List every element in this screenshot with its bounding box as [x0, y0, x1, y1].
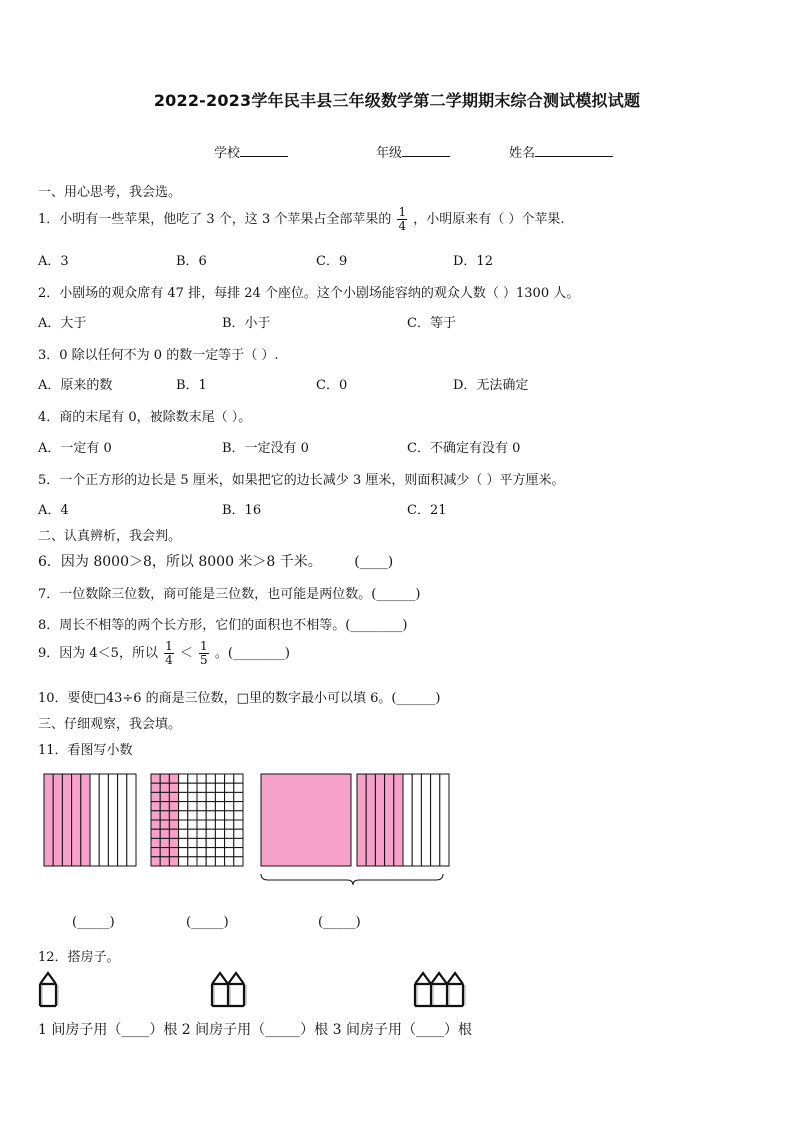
hundredth-cell	[179, 820, 188, 829]
tenth-strip-shaded	[53, 774, 62, 866]
hundredth-cell-shaded	[151, 802, 160, 811]
question-8: 8．周长不相等的两个长方形，它们的面积也不相等。(________)	[38, 618, 408, 633]
hundredth-cell	[206, 848, 215, 857]
hundredth-cell-shaded	[151, 811, 160, 820]
q1-option-c: C．9	[316, 254, 348, 269]
tenth-strip	[421, 774, 430, 866]
hundredth-cell	[197, 820, 206, 829]
q12-three-houses	[415, 973, 465, 1006]
hundredth-cell	[234, 857, 243, 866]
q1-option-b: B．6	[176, 254, 207, 269]
hundredth-cell	[179, 838, 188, 847]
unit-square-shaded	[261, 774, 351, 866]
question-6	[38, 551, 393, 571]
hundredth-cell-shaded	[151, 774, 160, 783]
question-7: 7．一位数除三位数，商可能是三位数，也可能是两位数。(______)	[38, 587, 421, 602]
hundredth-cell	[179, 792, 188, 801]
hundredth-cell	[197, 829, 206, 838]
hundredth-cell	[225, 783, 234, 792]
hundredth-cell-shaded	[169, 829, 178, 838]
hundredth-cell	[234, 792, 243, 801]
q3-option-d: D．无法确定	[453, 378, 529, 393]
hundredth-cell-shaded	[160, 848, 169, 857]
q9-fraction-1-numerator: 1	[165, 639, 173, 653]
q1-option-a: A．3	[38, 254, 69, 269]
school-blank	[240, 144, 288, 157]
hundredth-cell-shaded	[169, 811, 178, 820]
hundredth-cell	[225, 774, 234, 783]
hundredth-cell-shaded	[169, 857, 178, 866]
tenth-strip	[403, 774, 412, 866]
hundredth-cell	[206, 838, 215, 847]
q11-figure-mixed	[261, 774, 449, 866]
hundredth-cell-shaded	[151, 857, 160, 866]
page-title: 2022-2023学年民丰县三年级数学第二学期期末综合测试模拟试题	[153, 91, 641, 110]
hundredth-cell	[197, 802, 206, 811]
q12-two-houses	[212, 973, 246, 1006]
q4-option-b: B．一定没有 0	[222, 441, 309, 456]
hundredth-cell	[215, 820, 224, 829]
hundredth-cell-shaded	[160, 792, 169, 801]
tenth-strip-shaded	[357, 774, 366, 866]
hundredth-cell-shaded	[151, 829, 160, 838]
grade-blank	[402, 144, 450, 157]
hundredth-cell	[215, 774, 224, 783]
hundredth-cell	[206, 783, 215, 792]
hundredth-cell	[197, 774, 206, 783]
grade-field	[376, 142, 450, 161]
hundredth-cell	[197, 792, 206, 801]
grade-label: 年级	[376, 146, 403, 161]
match-stick-house	[415, 973, 463, 1006]
q1-fraction-denominator: 4	[398, 219, 407, 233]
hundredth-cell	[225, 792, 234, 801]
hundredth-cell	[197, 857, 206, 866]
q2-option-c: C．等于	[407, 316, 456, 331]
hundredth-cell	[225, 811, 234, 820]
hundredth-cell	[234, 848, 243, 857]
hundredth-cell	[188, 820, 197, 829]
hundredth-cell	[225, 857, 234, 866]
hundredth-cell	[188, 848, 197, 857]
hundredth-cell-shaded	[169, 838, 178, 847]
section-1-heading: 一、用心思考，我会选。	[38, 185, 182, 200]
q11-answer-1: (_____)	[72, 915, 115, 930]
hundredth-cell	[179, 811, 188, 820]
q9-fraction-2	[199, 640, 209, 667]
hundredth-cell	[215, 792, 224, 801]
hundredth-cell	[215, 802, 224, 811]
hundredth-cell	[188, 857, 197, 866]
hundredth-cell-shaded	[151, 820, 160, 829]
question-2: 2．小剧场的观众席有 47 排，每排 24 个座位。这个小剧场能容纳的观众人数（ ）1300 人。	[38, 286, 580, 301]
q9-fraction-1	[164, 640, 174, 667]
hundredth-cell	[179, 774, 188, 783]
hundredth-cell-shaded	[151, 783, 160, 792]
hundredth-cell	[225, 848, 234, 857]
hundredth-cell	[206, 811, 215, 820]
name-blank	[535, 144, 613, 157]
hundredth-cell	[215, 811, 224, 820]
q9-fraction-1-denominator: 4	[165, 653, 173, 667]
hundredth-cell	[234, 783, 243, 792]
tenth-strip-shaded	[375, 774, 384, 866]
q6-text: 6．因为 8000＞8，所以 8000 米＞8 千米。	[38, 554, 322, 570]
hundredth-cell-shaded	[151, 792, 160, 801]
section-2-heading: 二、认真辨析，我会判。	[38, 529, 182, 544]
tenth-strip-shaded	[72, 774, 81, 866]
hundredth-cell	[234, 829, 243, 838]
q2-option-a: A．大于	[38, 316, 87, 331]
tenth-strip-shaded	[385, 774, 394, 866]
hundredth-cell	[188, 829, 197, 838]
q1-option-d: D．12	[453, 254, 493, 269]
hundredth-cell	[234, 820, 243, 829]
school-label: 学校	[214, 146, 241, 161]
hundredth-cell-shaded	[169, 783, 178, 792]
hundredth-cell	[188, 838, 197, 847]
hundredth-cell-shaded	[160, 820, 169, 829]
hundredth-cell-shaded	[160, 802, 169, 811]
hundredth-cell	[206, 774, 215, 783]
tenth-strip	[412, 774, 421, 866]
tenth-strip-shaded	[394, 774, 403, 866]
q1-text-post: ，小明原来有（ ）个苹果.	[413, 212, 565, 227]
hundredth-cell	[197, 783, 206, 792]
hundredth-cell	[234, 802, 243, 811]
question-10: 10．要使□43÷6 的商是三位数，□里的数字最小可以填 6。(______)	[38, 691, 441, 706]
q12-answer-line: 1 间房子用（____）根 2 间房子用（_____）根 3 间房子用（____）根	[38, 1022, 472, 1038]
q6-answer-blank: (____)	[354, 554, 394, 570]
q5-option-a: A．4	[38, 503, 69, 518]
q4-option-c: C．不确定有没有 0	[407, 441, 521, 456]
match-stick-house	[40, 973, 56, 1006]
q12-houses-figure	[38, 970, 508, 1010]
tenth-strip	[108, 774, 117, 866]
hundredth-cell-shaded	[169, 792, 178, 801]
hundredth-cell	[215, 848, 224, 857]
q1-text-pre: 1．小明有一些苹果，他吃了 3 个，这 3 个苹果占全部苹果的	[38, 212, 392, 227]
question-1	[38, 206, 565, 233]
q11-figure-tenths	[44, 774, 136, 866]
hundredth-cell	[188, 792, 197, 801]
question-11: 11．看图写小数	[38, 743, 133, 758]
hundredth-cell	[234, 811, 243, 820]
hundredth-cell	[225, 820, 234, 829]
hundredth-cell	[225, 829, 234, 838]
hundredth-cell-shaded	[160, 838, 169, 847]
hundredth-cell	[234, 838, 243, 847]
q3-option-a: A．原来的数	[38, 378, 113, 393]
q9-fraction-2-numerator: 1	[200, 639, 208, 653]
hundredth-cell-shaded	[169, 774, 178, 783]
hundredth-cell	[206, 820, 215, 829]
question-4: 4．商的末尾有 0，被除数末尾（ ）。	[38, 410, 252, 425]
q11-answer-3: (_____)	[318, 915, 361, 930]
hundredth-cell-shaded	[151, 838, 160, 847]
tenth-strip	[99, 774, 108, 866]
hundredth-cell	[188, 802, 197, 811]
q3-option-b: B．1	[176, 378, 207, 393]
hundredth-cell	[215, 838, 224, 847]
hundredth-cell	[179, 783, 188, 792]
tenth-strip-shaded	[62, 774, 71, 866]
hundredth-cell	[179, 829, 188, 838]
tenth-strip-shaded	[81, 774, 90, 866]
tenth-strip-shaded	[44, 774, 53, 866]
section-3-heading: 三、仔细观察，我会填。	[38, 717, 182, 732]
hundredth-cell	[179, 857, 188, 866]
q11-answer-2: (_____)	[186, 915, 229, 930]
hundredth-cell-shaded	[160, 829, 169, 838]
question-5: 5．一个正方形的边长是 5 厘米，如果把它的边长减少 3 厘米，则面积减少（ ）平方厘米。	[38, 473, 565, 488]
hundredth-cell	[197, 838, 206, 847]
q5-option-b: B．16	[222, 503, 262, 518]
question-12: 12．搭房子。	[38, 950, 120, 965]
hundredth-cell-shaded	[169, 820, 178, 829]
tenth-strip	[127, 774, 136, 866]
hundredth-cell	[197, 848, 206, 857]
hundredth-cell	[215, 829, 224, 838]
q11-decimal-figures	[40, 770, 450, 886]
tenth-strip	[440, 774, 449, 866]
hundredth-cell	[215, 857, 224, 866]
hundredth-cell	[188, 811, 197, 820]
hundredth-cell	[188, 774, 197, 783]
tenth-strip-shaded	[366, 774, 375, 866]
q9-text-pre: 9．因为 4＜5，所以	[38, 646, 158, 661]
q11-figure-hundredths	[151, 774, 243, 866]
question-3: 3．0 除以任何不为 0 的数一定等于（ ）.	[38, 348, 279, 363]
q9-text-post: 。(________)	[214, 646, 290, 661]
match-stick-detail	[417, 985, 465, 1005]
hundredth-cell	[197, 811, 206, 820]
q4-option-a: A．一定有 0	[38, 441, 112, 456]
tenth-strip	[431, 774, 440, 866]
match-stick-detail	[214, 985, 246, 1005]
hundredth-cell	[179, 802, 188, 811]
tenth-strip	[118, 774, 127, 866]
q1-fraction-numerator: 1	[398, 205, 407, 219]
hundredth-cell-shaded	[160, 783, 169, 792]
hundredth-cell	[206, 792, 215, 801]
hundredth-cell	[179, 848, 188, 857]
q5-option-c: C．21	[407, 503, 447, 518]
hundredth-cell	[188, 783, 197, 792]
hundredth-cell	[206, 857, 215, 866]
q11-brace	[261, 874, 443, 885]
hundredth-cell-shaded	[151, 848, 160, 857]
q9-fraction-2-denominator: 5	[200, 653, 208, 667]
hundredth-cell	[234, 774, 243, 783]
q3-option-c: C．0	[316, 378, 348, 393]
name-label: 姓名	[509, 146, 536, 161]
hundredth-cell-shaded	[169, 802, 178, 811]
school-field	[214, 142, 288, 161]
hundredth-cell	[215, 783, 224, 792]
hundredth-cell	[225, 802, 234, 811]
tenth-strip	[90, 774, 99, 866]
q2-option-b: B．小于	[222, 316, 271, 331]
name-field	[509, 142, 613, 161]
hundredth-cell-shaded	[169, 848, 178, 857]
hundredth-cell-shaded	[160, 774, 169, 783]
hundredth-cell	[206, 802, 215, 811]
hundredth-cell-shaded	[160, 857, 169, 866]
match-stick-house	[212, 973, 244, 1006]
q1-fraction	[397, 206, 407, 233]
q9-less-than: ＜	[179, 646, 193, 661]
hundredth-cell-shaded	[160, 811, 169, 820]
hundredth-cell	[206, 829, 215, 838]
question-9	[38, 640, 290, 667]
q12-one-house	[40, 973, 58, 1006]
hundredth-cell	[225, 838, 234, 847]
